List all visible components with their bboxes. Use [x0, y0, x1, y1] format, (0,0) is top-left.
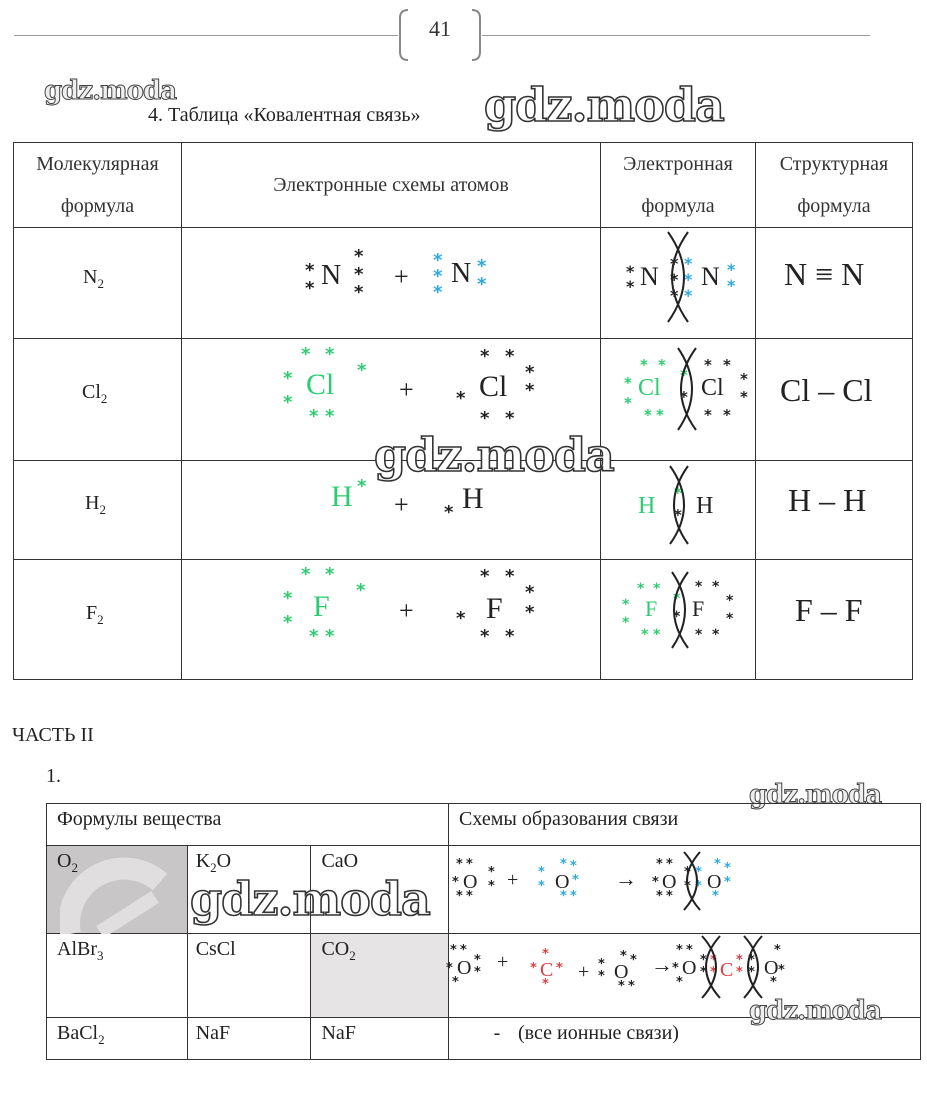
electron: * [726, 611, 734, 627]
cell-text: NaF [195, 1022, 231, 1044]
h2-bond-arcs [664, 464, 696, 546]
electron: * [530, 961, 537, 976]
header-rule-left [14, 35, 398, 36]
electron: * [452, 975, 459, 990]
f2-atom2: F [486, 592, 503, 625]
electron: * [684, 270, 693, 289]
table-row [47, 846, 921, 934]
f2-elec-atom1: F [645, 596, 658, 621]
cell-bacl2 [47, 1018, 188, 1060]
cl2-atom1: Cl [306, 368, 335, 401]
electron: * [560, 889, 567, 904]
formula-n2: $N_2$ [83, 266, 104, 291]
plus: + [507, 869, 519, 891]
electron: * [710, 965, 717, 980]
table-header-row [14, 143, 913, 228]
cell-naf-2 [311, 1018, 449, 1060]
electron: * [525, 582, 535, 603]
electron: * [653, 627, 661, 643]
electron: * [446, 961, 453, 976]
electron: * [309, 626, 319, 647]
arc-right [684, 852, 697, 910]
arrow: → [615, 866, 637, 891]
electron: * [488, 879, 495, 894]
n2-elec-atom1: N [640, 262, 659, 291]
electron: * [525, 362, 535, 383]
electron: * [283, 588, 293, 609]
electron: * [670, 286, 679, 305]
electron: * [736, 953, 743, 968]
electron: * [684, 286, 693, 305]
cell-text: NaF [321, 1022, 356, 1044]
electron: * [433, 250, 443, 271]
electron: * [684, 879, 691, 894]
electron: * [676, 943, 683, 958]
o-atom: O [457, 957, 472, 979]
electron: * [450, 943, 457, 958]
co2-bond-arcs-right [736, 934, 770, 1000]
electron: * [672, 961, 679, 976]
o-atom: O [662, 871, 677, 893]
plus: + [497, 951, 509, 973]
header-schemes [182, 143, 601, 228]
watermark-2: gdz.moda [484, 78, 724, 132]
electron: * [572, 873, 579, 888]
electron: * [670, 270, 679, 289]
electron: * [505, 346, 515, 367]
electron: * [505, 626, 515, 647]
electron: * [774, 943, 781, 958]
electron: * [466, 889, 473, 904]
f2-atom1: F [313, 590, 330, 623]
h2-elec-atom1: H [638, 493, 656, 519]
structural-n2: N ≡ N [784, 256, 865, 292]
o-atom: O [707, 871, 722, 893]
electron: * [712, 579, 720, 595]
electron: * [357, 476, 367, 497]
electron: * [480, 566, 490, 587]
electron: * [695, 865, 702, 880]
n2-atom1: N [321, 260, 342, 291]
electron: * [624, 394, 632, 412]
electron: * [630, 953, 637, 968]
cl2-elec-atom2: Cl [701, 375, 724, 401]
electron: * [480, 408, 490, 429]
electron: * [748, 965, 755, 980]
h2-atom2: H [462, 482, 484, 515]
covalent-bond-table [13, 142, 913, 680]
electron: * [770, 975, 777, 990]
electron: * [723, 406, 731, 424]
electron: * [626, 262, 635, 281]
n2-atom2: N [451, 258, 472, 289]
electron: * [598, 969, 605, 984]
cell-albr3 [47, 934, 188, 1018]
electron: * [656, 406, 664, 424]
electron: * [556, 961, 563, 976]
formula-f2: $F_2$ [86, 602, 104, 627]
o-atom: O [682, 957, 697, 979]
header-text: Молекулярная [36, 153, 159, 175]
electron: * [325, 344, 335, 365]
arrow: → [651, 952, 673, 977]
electron: * [673, 609, 681, 625]
electron: * [684, 254, 693, 273]
electron: * [480, 626, 490, 647]
electron: * [704, 406, 712, 424]
cell-sub: 2 [71, 860, 78, 875]
electron: * [710, 953, 717, 968]
cl2-plus: + [399, 375, 414, 404]
plus: + [578, 961, 590, 983]
electron: * [653, 581, 661, 597]
electron: * [658, 356, 666, 374]
electron: * [644, 406, 652, 424]
electron: * [570, 889, 577, 904]
electron: * [626, 277, 635, 296]
electron: * [740, 388, 748, 406]
cell-text: O [57, 850, 72, 872]
electron: * [673, 591, 681, 607]
header-formulas: Формулы вещества [47, 804, 449, 846]
electron: * [674, 484, 682, 502]
electron: * [656, 889, 663, 904]
header-text: формула [797, 195, 871, 217]
header-structural [756, 143, 913, 228]
arc-left [681, 348, 696, 430]
cell-sub: 2 [98, 1032, 105, 1047]
electron: * [724, 861, 731, 876]
f2-plus: + [399, 596, 414, 625]
electron: * [676, 975, 683, 990]
electron: * [525, 380, 535, 401]
electron: * [666, 857, 673, 872]
electron: * [652, 875, 659, 890]
header-text: Структурная [779, 153, 889, 175]
electron: * [354, 282, 364, 303]
structural-f2: F – F [795, 592, 863, 628]
electron: * [666, 889, 673, 904]
electron: * [456, 608, 466, 629]
electron: * [684, 865, 691, 880]
f2-bond-arcs [664, 570, 698, 650]
cell-text: AlBr [57, 938, 97, 960]
c-atom: C [540, 959, 554, 981]
electron: * [727, 276, 736, 295]
electron: * [325, 626, 335, 647]
electron: * [505, 408, 515, 429]
electron: * [538, 879, 545, 894]
electron: * [456, 857, 463, 872]
electron: * [357, 360, 367, 381]
ionic-note: (все ионные связи) [518, 1022, 679, 1044]
arc-left [672, 232, 688, 322]
header-molecular [14, 143, 182, 228]
electron: * [477, 274, 487, 295]
electron: * [456, 889, 463, 904]
cell-sub: 3 [97, 948, 104, 963]
electron: * [778, 963, 785, 978]
electron: * [505, 566, 515, 587]
cell-text: K [195, 850, 211, 872]
electron: * [283, 612, 293, 633]
arc-right [668, 232, 684, 322]
electron: * [433, 282, 443, 303]
electron: * [740, 370, 748, 388]
electron: * [670, 254, 679, 273]
electron: * [542, 947, 549, 962]
electron: * [712, 627, 720, 643]
electron: * [748, 953, 755, 968]
electron: * [695, 879, 702, 894]
watermark-4: gdz.moda [749, 780, 882, 810]
cell-co2 [311, 934, 449, 1018]
electron: * [640, 356, 648, 374]
electron: * [456, 388, 466, 409]
o-atom: O [463, 871, 478, 893]
electron: * [714, 857, 721, 872]
electron: * [452, 875, 459, 890]
formula-cl2: $Cl_2$ [82, 381, 108, 406]
electron: * [309, 406, 319, 427]
c-atom: C [720, 959, 734, 981]
part2-item-number: 1. [46, 765, 61, 787]
header-text: Электронная [623, 153, 733, 175]
electron: * [283, 368, 293, 389]
electron: * [726, 593, 734, 609]
f2-elec-atom2: F [692, 596, 705, 621]
cl2-atom2: Cl [479, 370, 508, 403]
header-rule-right [482, 35, 870, 36]
electron: * [695, 627, 703, 643]
electron: * [624, 374, 632, 392]
electron: * [656, 857, 663, 872]
electron: * [637, 581, 645, 597]
electron: * [356, 580, 366, 601]
electron: * [305, 260, 315, 281]
electron: * [354, 246, 364, 267]
electron: * [305, 278, 315, 299]
cell-text: BaCl [57, 1022, 99, 1044]
task4-title: 4. Таблица «Ковалентная связь» [148, 104, 421, 126]
h2-atom1: H [331, 480, 353, 513]
n2-bond-arcs [660, 230, 700, 325]
electron: * [680, 366, 688, 384]
header-electronic [601, 143, 756, 228]
o-atom: O [764, 957, 779, 979]
electron: * [325, 564, 335, 585]
o-atom: O [555, 871, 570, 893]
cell-cscl [187, 934, 311, 1018]
page-number: 41 [429, 16, 451, 41]
electron: * [712, 889, 719, 904]
formula-h2: $H_2$ [85, 492, 106, 517]
electron: * [480, 346, 490, 367]
electron: * [628, 979, 635, 994]
cell-naf-1 [187, 1018, 311, 1060]
electron: * [354, 264, 364, 285]
electron: * [542, 977, 549, 992]
cl2-bond-arcs [670, 346, 706, 432]
electron: * [460, 943, 467, 958]
electron: * [570, 859, 577, 874]
header-text: Электронные схемы атомов [273, 174, 509, 196]
o2-bond-arcs [676, 850, 710, 912]
electron: * [700, 953, 707, 968]
cell-sub: 2 [349, 948, 356, 963]
h2-elec-atom2: H [696, 493, 714, 519]
part2-title: ЧАСТЬ II [12, 724, 94, 746]
header-schemes: Схемы образования связи [449, 804, 921, 846]
watermark-5: gdz.moda [190, 872, 430, 926]
electron: * [724, 875, 731, 890]
electron: * [598, 957, 605, 972]
z-logo-icon [60, 852, 170, 934]
cell-text: CO [321, 938, 350, 960]
watermark-6: gdz.moda [749, 996, 882, 1026]
electron: * [301, 564, 311, 585]
electron: * [620, 949, 627, 964]
electron: * [474, 953, 481, 968]
electron: * [466, 857, 473, 872]
cell-text: CaO [321, 850, 359, 872]
co2-bond-arcs-left [694, 934, 728, 1000]
electron: * [560, 857, 567, 872]
electron: * [433, 266, 443, 287]
n2-elec-atom2: N [701, 262, 720, 291]
electron: * [488, 865, 495, 880]
electron: * [444, 502, 454, 523]
electron: * [680, 388, 688, 406]
o-atom: O [614, 961, 629, 983]
cell-text: CsCl [195, 938, 236, 960]
table-header-row [47, 804, 921, 846]
electron: * [301, 344, 311, 365]
electron: * [622, 597, 630, 613]
cell-sub: 2 [210, 860, 217, 875]
electron: * [618, 979, 625, 994]
h2-plus: + [394, 490, 409, 519]
electron: * [525, 602, 535, 623]
electron: * [325, 406, 335, 427]
electron: * [622, 615, 630, 631]
header-text: формула [641, 195, 715, 217]
electron: * [727, 260, 736, 279]
structural-h2: H – H [788, 482, 867, 518]
structural-cl2: Cl – Cl [780, 372, 873, 408]
electron: * [695, 579, 703, 595]
electron: * [674, 506, 682, 524]
cl2-elec-atom1: Cl [638, 375, 661, 401]
electron: * [700, 965, 707, 980]
electron: * [686, 943, 693, 958]
dash: - [493, 1022, 501, 1044]
electron: * [736, 965, 743, 980]
electron: * [704, 356, 712, 374]
electron: * [641, 627, 649, 643]
electron: * [538, 865, 545, 880]
watermark-3: gdz.moda [374, 428, 614, 482]
electron: * [723, 356, 731, 374]
electron: * [474, 965, 481, 980]
electron: * [477, 256, 487, 277]
electron: * [283, 392, 293, 413]
n2-plus: + [394, 262, 409, 291]
watermark-1: gdz.moda [44, 76, 177, 106]
cell-text: O [216, 850, 232, 872]
arc-left [687, 852, 700, 910]
header-text: формула [60, 195, 135, 217]
